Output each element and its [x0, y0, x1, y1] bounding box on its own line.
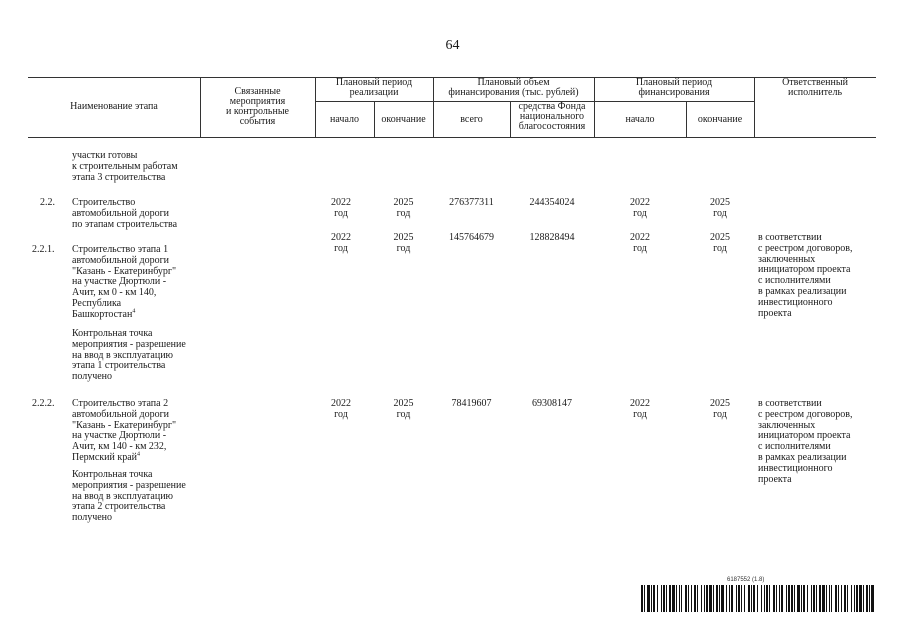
- stage-number: 2.2.: [40, 197, 55, 208]
- volume-total: 78419607: [451, 398, 492, 409]
- impl-end: 2025 год: [393, 197, 414, 219]
- header-related-events: Связанные мероприятия и контрольные события: [226, 86, 289, 127]
- volume-fund: 128828494: [529, 232, 575, 243]
- header-fin-end: окончание: [697, 114, 743, 125]
- header-total: всего: [460, 114, 483, 125]
- header-plan-period-fin: Плановый период финансирования: [635, 77, 713, 98]
- fin-end: 2025 год: [710, 232, 730, 254]
- header-fund: средства Фонда национального благосостояния: [518, 101, 586, 132]
- impl-end: 2025 год: [393, 232, 414, 254]
- stage-number: 2.2.2.: [32, 398, 55, 409]
- volume-total: 276377311: [449, 197, 494, 208]
- header-plan-period-impl: Плановый период реализации: [335, 77, 413, 98]
- stage-name: Строительство этапа 2 автомобильной дороги "Казань - Екатеринбург" на участке Дюртюли - Ачит, км 140 - км 232, Пермский край$^4$: [72, 398, 177, 463]
- fin-start: 2022 год: [630, 232, 650, 254]
- header-responsible: Ответственный исполнитель: [782, 77, 848, 98]
- fin-start: 2022 год: [630, 398, 650, 420]
- stage-number: 2.2.1.: [32, 244, 55, 255]
- header-end: окончание: [381, 114, 426, 125]
- impl-start: 2022 год: [331, 197, 351, 219]
- impl-end: 2025 год: [393, 398, 414, 420]
- fin-start: 2022 год: [630, 197, 650, 219]
- responsible: в соответствии с реестром договоров, заключенных инициатором проекта с исполнителями в рамках реализации инвестиционного проекта: [758, 398, 853, 485]
- header-start: начало: [330, 114, 359, 125]
- header-stage-name: Наименование этапа: [70, 101, 158, 112]
- stage-name: Строительство этапа 1 автомобильной дороги "Казань - Екатеринбург" на участке Дюртюли - Ачит, км 0 - км 140, Республика Башкортостан$^4$: [72, 244, 177, 320]
- volume-total: 145764679: [449, 232, 494, 243]
- fin-end: 2025 год: [710, 398, 730, 420]
- responsible: в соответствии с реестром договоров, заключенных инициатором проекта с исполнителями в рамках реализации инвестиционного проекта: [758, 232, 853, 319]
- footnote-marker: 4: [132, 308, 136, 315]
- impl-start: 2022 год: [331, 398, 351, 420]
- volume-fund: 244354024: [529, 197, 575, 208]
- page-number: 64: [445, 38, 460, 53]
- header-fin-start: начало: [625, 114, 655, 125]
- volume-fund: 69308147: [532, 398, 572, 409]
- stage-name: Строительство автомобильной дороги по этапам строительства: [72, 197, 178, 230]
- fin-end: 2025 год: [710, 197, 730, 219]
- footnote-marker: 4: [137, 451, 140, 458]
- control-point: Контрольная точка мероприятия - разрешение на ввод в эксплуатацию этапа 1 строительства получено: [72, 328, 186, 383]
- header-plan-volume: Плановый объем финансирования (тыс. рублей): [448, 77, 579, 98]
- stage-name: участки готовы к строительным работам этапа 3 строительства: [72, 150, 178, 183]
- control-point: Контрольная точка мероприятия - разрешение на ввод в эксплуатацию этапа 2 строительства получено: [72, 469, 186, 524]
- barcode-text: 6187552 (1.8): [727, 577, 765, 583]
- impl-start: 2022 год: [331, 232, 351, 254]
- barcode-image: [641, 585, 876, 612]
